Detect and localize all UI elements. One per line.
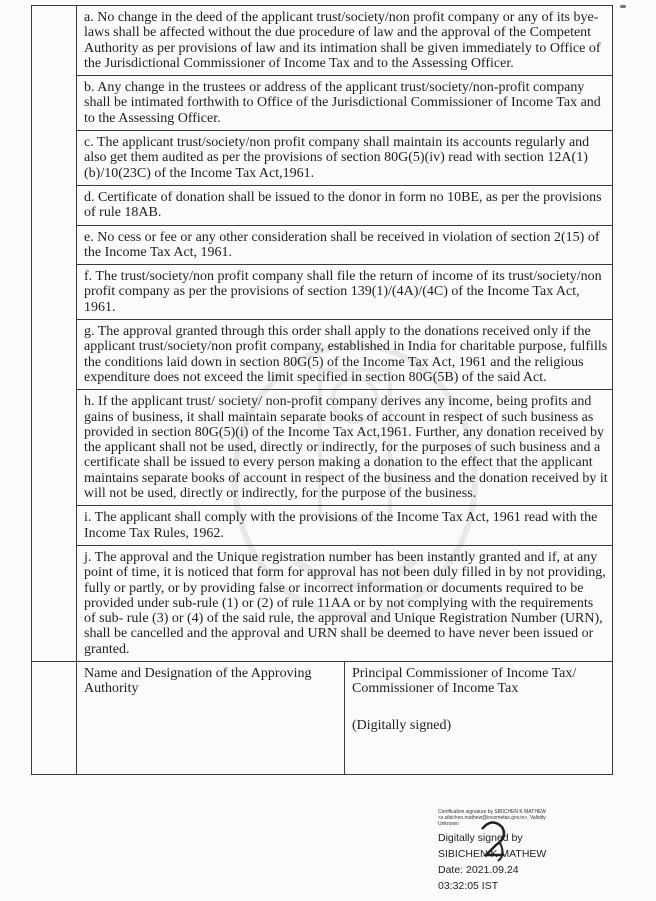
digital-signature-block	[438, 809, 628, 892]
condition-f: f. The trust/society/non profit company shall file the return of income of its trust/society/non profit company as per the provisions of section 139(1)/(4A)/(4C) of the Income Tax Act, 1961.	[77, 265, 613, 320]
condition-row-h	[32, 390, 613, 506]
left-gutter-cell-final	[32, 661, 77, 774]
condition-d: d. Certificate of donation shall be issued to the donor in form no 10BE, as per the provisions of rule 18AB.	[77, 185, 613, 225]
condition-row-a	[32, 6, 613, 76]
authority-designation-cell	[345, 661, 613, 774]
signature-line-4: 03:32:05 IST	[438, 880, 499, 892]
condition-h: h. If the applicant trust/ society/ non-profit company derives any income, being profits and gains of business, it shall maintain separate books of account in respect of such business as provided in section 80G(5)(i) of the Income Tax Act,1961. Further, any donation received by the applicant shall not be used, directly or indirectly, for the purposes of such business and a certificate shall be issued to every person making a donation to the effect that the applicant maintains separate books of account in respect of the business and the donation received by it will not be used, directly or indirectly, for the purpose of the business.	[77, 390, 613, 506]
condition-row-f	[32, 265, 613, 320]
condition-a: a. No change in the deed of the applicant trust/society/non profit company or any of its bye-laws shall be affected without the due procedure of law and the approval of the Competent Authority as per provisions of law and its intimation shall be given immediately to Office of the Jurisdictional Commissioner of Income Tax and to the Assessing Officer.	[77, 6, 613, 76]
condition-c: c. The applicant trust/society/non profit company shall maintain its accounts regularly and also get them audited as per the provisions of section 80G(5)(iv) read with section 12A(1)(b)/10(23C) of the Income Tax Act,1961.	[77, 131, 613, 186]
digitally-signed-note: (Digitally signed)	[352, 717, 452, 733]
condition-row-j	[32, 545, 613, 661]
condition-row-e	[32, 225, 613, 265]
condition-row-b	[32, 76, 613, 131]
condition-g: g. The approval granted through this order shall apply to the donations received only if the applicant trust/society/non profit company, established in India for charitable purpose, fulfills the conditions laid down in section 80G(5) of the Income Tax Act, 1961 and the religious expenditure does not exceed the limit specified in section 80G(5B) of the said Act.	[77, 320, 613, 390]
signature-line-2: SIBICHEN K MATHEW	[438, 848, 547, 860]
conditions-table	[31, 5, 613, 775]
condition-row-d	[32, 185, 613, 225]
condition-b: b. Any change in the trustees or address of the applicant trust/society/non-profit company shall be intimated forthwith to Office of the Jurisdictional Commissioner of Income Tax and to the Assessing Officer.	[77, 76, 613, 131]
corner-mark	[620, 5, 626, 8]
authority-title: Principal Commissioner of Income Tax/ Commissioner of Income Tax	[352, 665, 577, 697]
signature-cert-line-3: Unknown	[438, 821, 459, 827]
left-gutter-cell	[32, 6, 77, 662]
signature-cert-line-2: <s.sibichen.mathew@incometax.gov.in>, Validity	[438, 815, 546, 821]
authority-row	[32, 661, 613, 774]
condition-e: e. No cess or fee or any other consideration shall be received in violation of section 2(15) of the Income Tax Act, 1961.	[77, 225, 613, 265]
authority-label: Name and Designation of the Approving Authority	[77, 661, 345, 774]
condition-row-i	[32, 506, 613, 546]
condition-row-g	[32, 320, 613, 390]
signature-cert-line-1: Certification signature by SIBICHEN K MATHEW	[438, 809, 546, 815]
condition-row-c	[32, 131, 613, 186]
signature-line-3: Date: 2021.09.24	[438, 864, 519, 876]
signature-line-1: Digitally signed by	[438, 832, 523, 844]
condition-j: j. The approval and the Unique registration number has been instantly granted and if, at any point of time, it is noticed that form for approval has not been duly filled in by not providing, fully or partly, or by providing false or incorrect information or documents required to be provided under sub-rule (1) or (2) of rule 11AA or by not complying with the requirements of sub- rule (3) or (4) of the said rule, the approval and Unique Registration Number (URN), shall be cancelled and the approval and URN shall be deemed to have never been issued or granted.	[77, 545, 613, 661]
condition-i: i. The applicant shall comply with the provisions of the Income Tax Act, 1961 read with the Income Tax Rules, 1962.	[77, 506, 613, 546]
